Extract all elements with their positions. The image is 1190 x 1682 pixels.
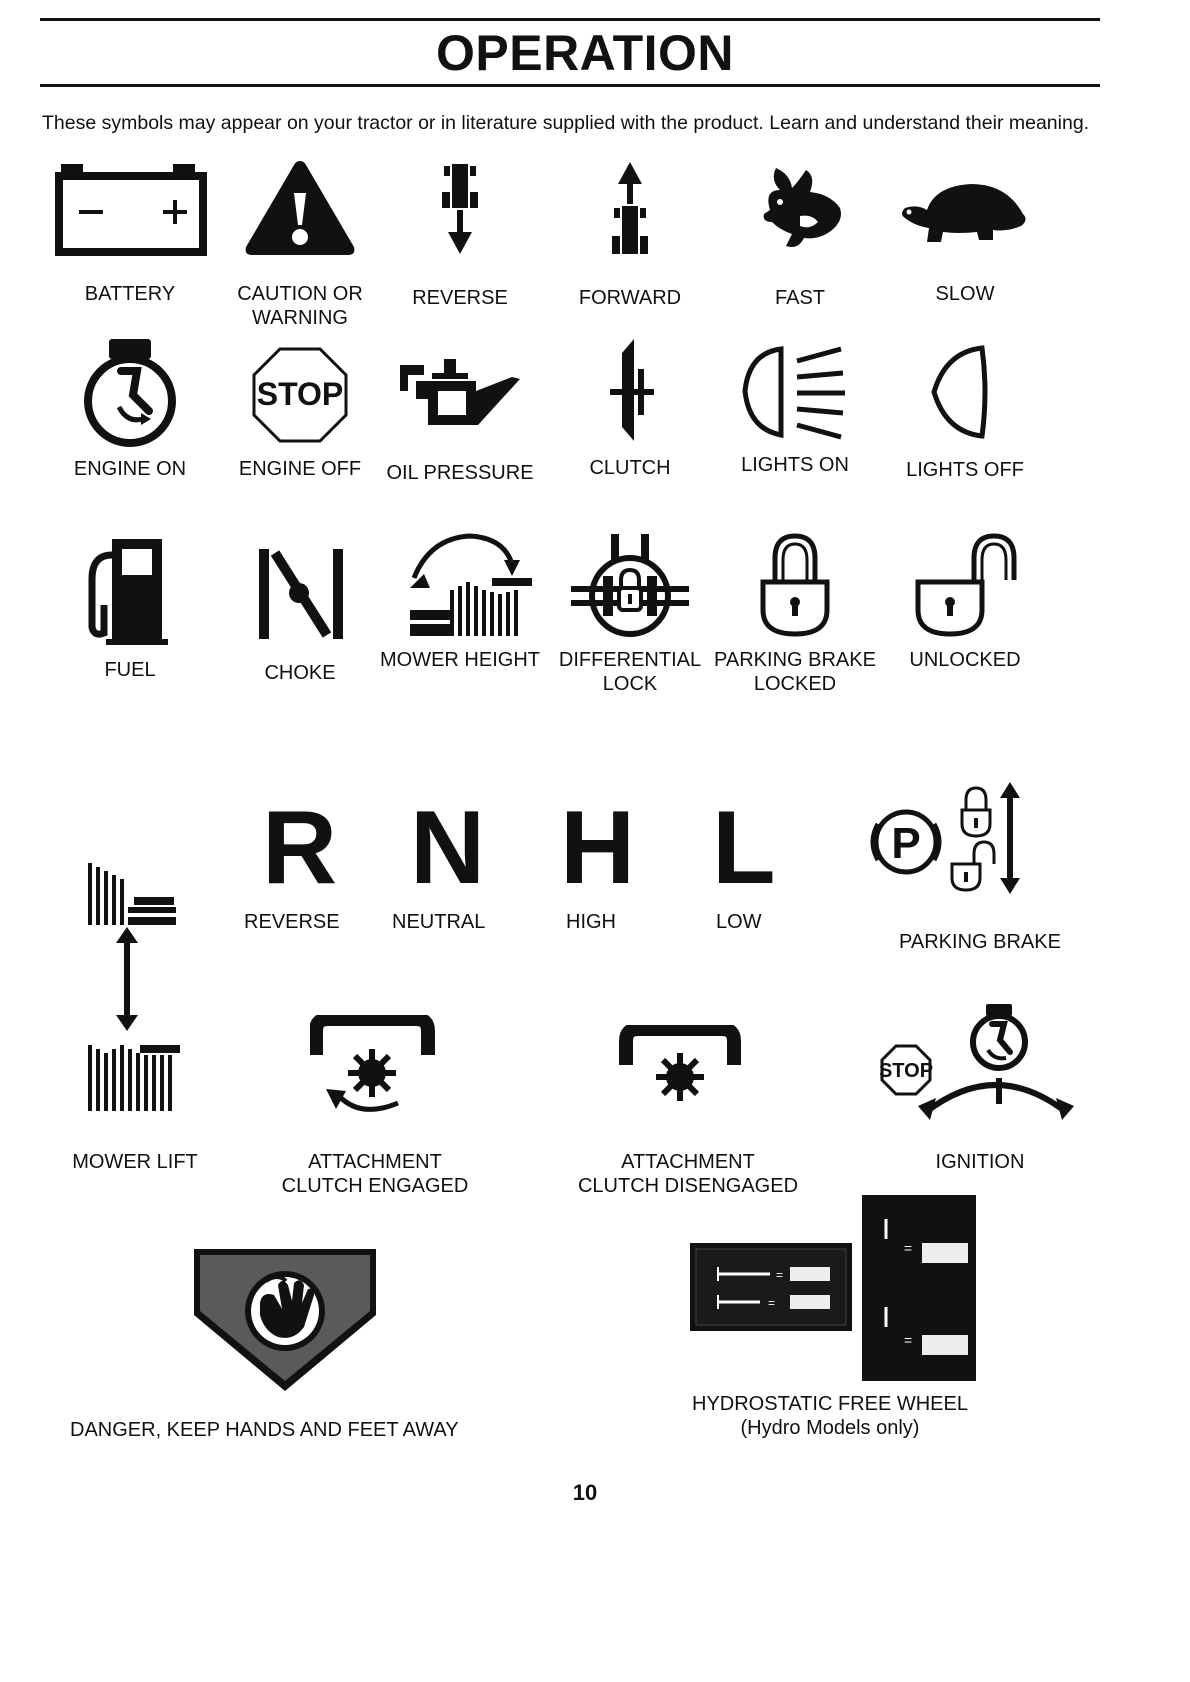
label-attachment-engaged: ATTACHMENT CLUTCH ENGAGED	[281, 1151, 469, 1197]
forward-direction-icon	[600, 160, 660, 260]
symbol-engine-off	[210, 345, 390, 481]
label-lights-on: LIGHTS ON	[741, 454, 849, 476]
lights-on-icon	[725, 335, 865, 447]
warning-icon	[240, 155, 360, 260]
stop-sign-text: STOP	[256, 376, 344, 412]
battery-icon	[45, 160, 215, 260]
stop-sign-icon	[250, 345, 350, 445]
engine-on-icon	[75, 335, 185, 447]
symbol-fuel	[40, 535, 220, 682]
svg-text:P: P	[891, 819, 921, 868]
label-parking-brake-locked: PARKING BRAKE LOCKED	[714, 649, 876, 695]
symbol-parking-brake-locked	[705, 530, 885, 696]
symbol-battery	[40, 160, 220, 306]
title-underline	[40, 84, 1100, 87]
fuel-pump-icon	[80, 535, 180, 650]
label-unlocked: UNLOCKED	[909, 649, 1021, 671]
symbol-reverse	[370, 160, 550, 310]
label-slow: SLOW	[935, 283, 995, 305]
svg-text:=: =	[776, 1268, 784, 1282]
label-engine-off: ENGINE OFF	[238, 458, 362, 480]
rabbit-icon	[740, 160, 860, 260]
label-lights-off: LIGHTS OFF	[906, 459, 1024, 481]
symbol-lights-off	[875, 340, 1055, 482]
turtle-icon	[895, 170, 1035, 260]
symbol-clutch	[540, 335, 720, 480]
label-ignition: IGNITION	[935, 1151, 1025, 1173]
symbol-differential-lock	[540, 530, 720, 696]
symbol-ignition	[880, 1000, 1080, 1145]
symbol-caution	[210, 155, 390, 330]
label-attachment-disengaged: ATTACHMENT CLUTCH DISENGAGED	[577, 1151, 799, 1197]
symbol-danger	[190, 1245, 380, 1400]
symbol-forward	[540, 160, 720, 310]
page-title: OPERATION	[435, 25, 735, 81]
symbol-hydrostatic-free-wheel	[690, 1195, 980, 1390]
symbol-attachment-disengaged	[618, 1025, 748, 1120]
intro-text: These symbols may appear on your tractor or in literature supplied with the product. Learn and understand their meaning.	[42, 112, 1090, 134]
top-rule	[40, 18, 1100, 21]
label-mower-height: MOWER HEIGHT	[380, 649, 540, 671]
gear-letter-l: L	[712, 790, 776, 906]
label-clutch: CLUTCH	[589, 457, 671, 479]
symbol-mower-height	[370, 530, 550, 672]
ignition-stop-text: STOP	[880, 1060, 934, 1082]
label-danger: DANGER, KEEP HANDS AND FEET AWAY	[70, 1419, 459, 1441]
label-oil-pressure: OIL PRESSURE	[386, 462, 534, 484]
reverse-direction-icon	[430, 160, 490, 260]
danger-hand-icon	[190, 1245, 380, 1395]
label-engine-on: ENGINE ON	[73, 458, 187, 480]
parking-brake-icon	[860, 780, 1060, 900]
label-reverse: REVERSE	[412, 287, 508, 309]
symbol-slow	[875, 170, 1055, 306]
label-gear-high: HIGH	[566, 911, 616, 933]
svg-text:=: =	[904, 1332, 913, 1348]
label-choke: CHOKE	[264, 662, 336, 684]
clutch-icon	[600, 335, 660, 450]
padlock-unlocked-icon	[910, 530, 1020, 640]
symbol-oil-pressure	[370, 355, 550, 485]
label-gear-low: LOW	[716, 911, 762, 933]
symbol-engine-on	[40, 335, 220, 481]
label-gear-neutral: NEUTRAL	[392, 911, 486, 933]
symbol-parking-brake	[860, 780, 1060, 905]
ignition-icon	[880, 1000, 1080, 1140]
attachment-clutch-disengaged-icon	[618, 1025, 748, 1115]
svg-text:=: =	[768, 1296, 776, 1310]
symbol-fast	[710, 160, 890, 310]
label-fast: FAST	[774, 287, 825, 309]
label-parking-brake: PARKING BRAKE	[899, 931, 1061, 953]
label-forward: FORWARD	[578, 287, 682, 309]
gear-letter-r: R	[262, 790, 338, 906]
symbol-lights-on	[705, 335, 885, 477]
symbol-mower-lift	[80, 855, 190, 1120]
page-number: 10	[572, 1480, 598, 1505]
symbol-unlocked	[875, 530, 1055, 672]
mower-lift-icon	[80, 855, 190, 1115]
label-gear-reverse: REVERSE	[244, 911, 340, 933]
padlock-locked-icon	[755, 530, 835, 640]
symbol-attachment-engaged	[310, 1015, 440, 1130]
oil-can-icon	[390, 355, 530, 445]
mower-height-icon	[380, 530, 540, 640]
attachment-clutch-engaged-icon	[310, 1015, 440, 1125]
label-mower-lift: MOWER LIFT	[72, 1151, 198, 1173]
label-hydrostatic: HYDROSTATIC FREE WHEEL (Hydro Models only)	[692, 1393, 968, 1439]
gear-letter-n: N	[410, 790, 486, 906]
label-fuel: FUEL	[104, 659, 156, 681]
differential-lock-icon	[565, 530, 695, 640]
svg-text:=: =	[904, 1240, 913, 1256]
symbol-choke	[210, 545, 390, 685]
label-caution: CAUTION OR WARNING	[237, 283, 363, 329]
gear-letter-h: H	[560, 790, 636, 906]
choke-icon	[235, 545, 365, 645]
label-battery: BATTERY	[84, 283, 176, 305]
lights-off-icon	[920, 340, 1010, 445]
hydrostatic-free-wheel-icon	[690, 1195, 980, 1385]
label-differential-lock: DIFFERENTIAL LOCK	[558, 649, 702, 695]
